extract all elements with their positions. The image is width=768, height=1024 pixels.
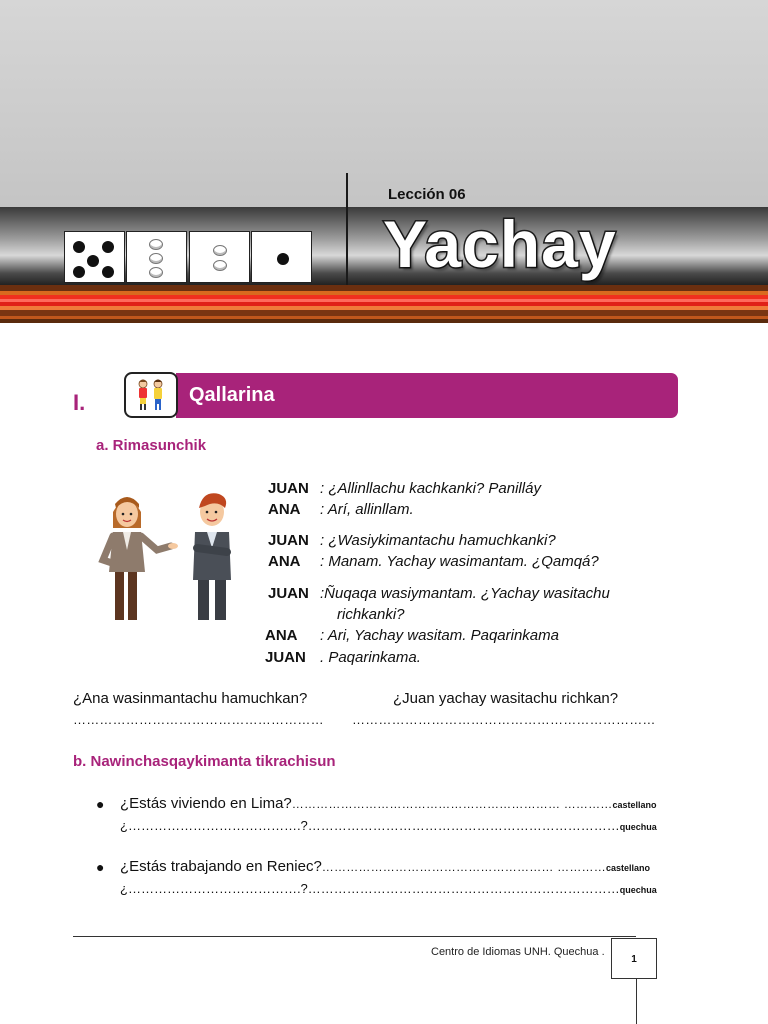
speaker-name: ANA	[265, 627, 298, 644]
language-label: castellano	[605, 863, 650, 873]
bullet-icon: ●	[96, 859, 105, 875]
speaker-name: JUAN	[265, 649, 306, 666]
language-label: quechua	[619, 822, 657, 832]
page-number-box	[611, 938, 657, 979]
spanish-text: ¿Estás trabajando en Reniec?	[120, 858, 322, 875]
section-title: Qallarina	[189, 384, 275, 406]
header-divider	[346, 173, 348, 285]
footer-text: Centro de Idiomas UNH. Quechua .	[431, 946, 605, 958]
quechua-answer-line[interactable]: ¿………………………………….?………………………………………………………………	[120, 881, 620, 896]
count-box-three	[126, 231, 187, 283]
dialogue-text: : ¿Allinllachu kachkanki? Panilláy	[320, 480, 541, 497]
spanish-text: ¿Estás viviendo en Lima?	[120, 795, 292, 812]
spanish-sentence	[120, 858, 650, 875]
dialogue-text: richkanki?	[337, 606, 405, 623]
count-box-one	[251, 231, 312, 283]
subsection-a-title: a. Rimasunchik	[96, 437, 207, 454]
dialogue-text: : ¿Wasiykimantachu hamuchkanki?	[320, 532, 556, 549]
conversation-icon	[124, 372, 178, 418]
quechua-line	[120, 818, 657, 833]
language-label: castellano	[612, 800, 657, 810]
answer-line-2[interactable]: ……………………………………………………………	[352, 712, 656, 727]
page-number: 1	[631, 954, 637, 965]
speaker-name: JUAN	[268, 532, 309, 549]
footer-rule	[73, 936, 636, 937]
answer-line-1[interactable]: …………………………………………………	[73, 712, 324, 727]
section-number: I.	[73, 390, 86, 415]
header-stripes	[0, 285, 768, 323]
language-label: quechua	[619, 885, 657, 895]
question-1: ¿Ana wasinmantachu hamuchkan?	[73, 690, 308, 707]
count-box-two	[189, 231, 250, 283]
dialogue-text: : Manam. Yachay wasimantam. ¿Qamqá?	[320, 553, 599, 570]
spanish-answer-line[interactable]: ………………………………………………… …………	[321, 860, 606, 874]
subsection-b-title: b. Nawinchasqaykimanta tikrachisun	[73, 753, 336, 770]
quechua-line	[120, 881, 657, 896]
dialogue-text: : Arí, allinllam.	[320, 501, 414, 518]
dialogue-text: . Paqarinkama.	[320, 649, 421, 666]
spanish-answer-line[interactable]: ………………………………………………………… …………	[291, 797, 613, 811]
lesson-label: Lección 06	[388, 186, 466, 203]
dialogue-text: :Ñuqaqa wasiymantam. ¿Yachay wasitachu	[320, 585, 610, 602]
dialogue-illustration	[95, 490, 245, 625]
count-box-five	[64, 231, 125, 283]
speaker-name: JUAN	[268, 585, 309, 602]
spanish-sentence	[120, 795, 657, 812]
bullet-icon: ●	[96, 796, 105, 812]
speaker-name: JUAN	[268, 480, 309, 497]
speaker-name: ANA	[268, 501, 301, 518]
question-2: ¿Juan yachay wasitachu richkan?	[393, 690, 619, 707]
dialogue-text: : Ari, Yachay wasitam. Paqarinkama	[320, 627, 559, 644]
speaker-name: ANA	[268, 553, 301, 570]
quechua-answer-line[interactable]: ¿………………………………….?………………………………………………………………	[120, 818, 620, 833]
page-box-tail	[636, 979, 637, 1024]
lesson-title: Yachay	[383, 207, 617, 281]
